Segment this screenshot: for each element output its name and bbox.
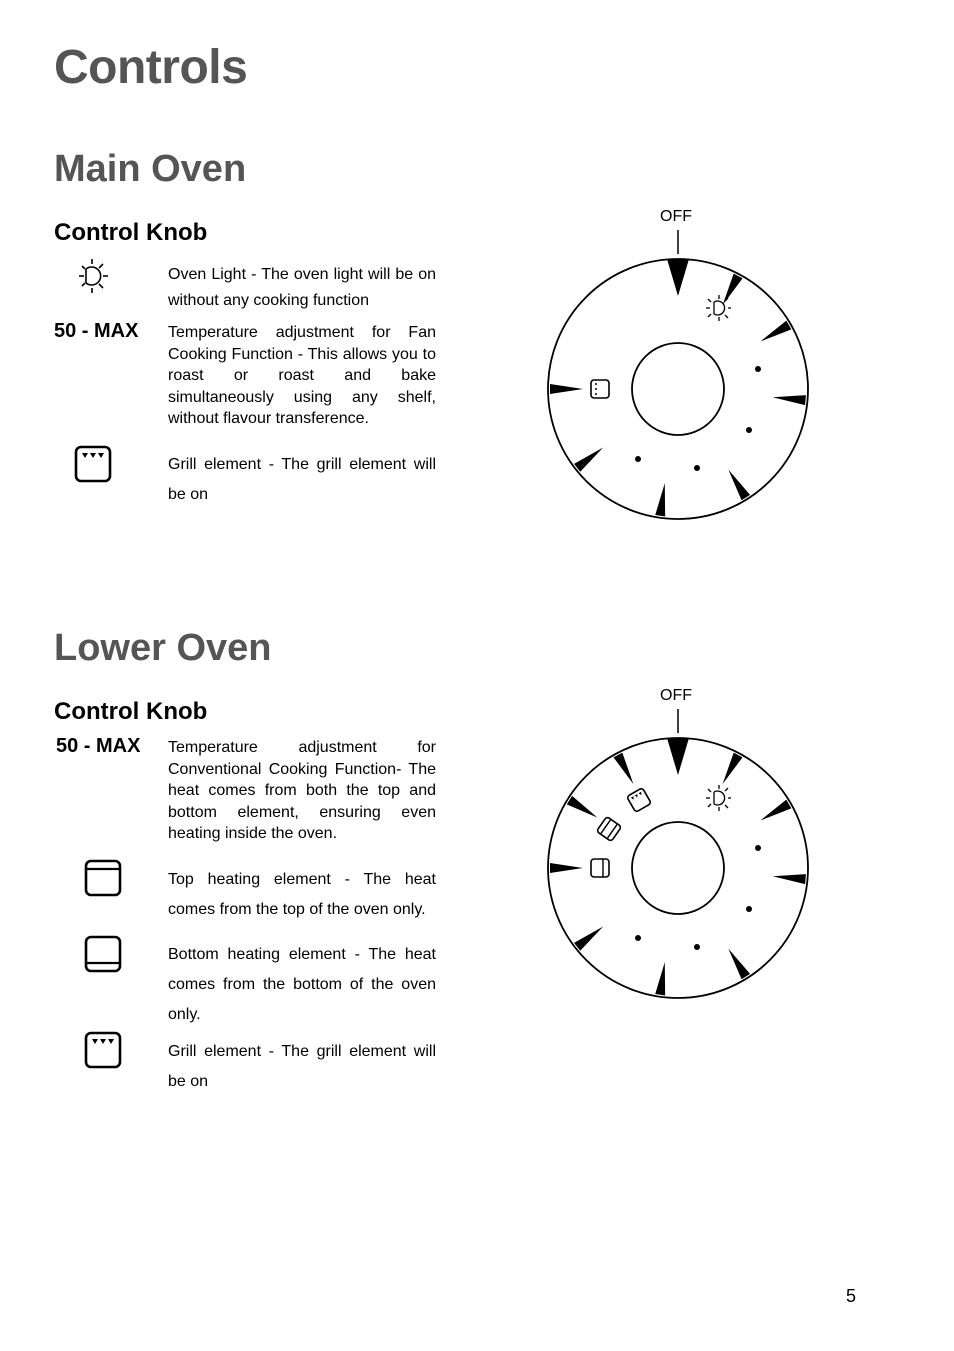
main-oven-control-knob-heading: Control Knob (54, 219, 208, 246)
grill-element-icon (82, 1030, 132, 1070)
lower-oven-grill-description: Grill element - The grill element will be on (168, 1043, 436, 1090)
main-dial-off-label: OFF (660, 208, 692, 225)
page-number: 5 (846, 1286, 857, 1306)
lower-oven-heading: Lower Oven (54, 627, 272, 669)
dial-fan-cooking-icon (591, 380, 609, 398)
top-heating-element-icon (82, 858, 132, 898)
dial-conventional-cooking-icon (596, 816, 621, 841)
lower-oven-control-knob-heading: Control Knob (54, 698, 208, 725)
lower-oven-top-heating-description: Top heating element - The heat comes from the top of the oven only. (168, 871, 436, 918)
main-oven-heading: Main Oven (54, 148, 247, 190)
dial-top-heating-element-icon (591, 859, 609, 877)
lower-oven-bottom-heating-description: Bottom heating element - The heat comes from the bottom of the oven only. (168, 946, 436, 1023)
lower-dial-off-label: OFF (660, 687, 692, 704)
grill-element-icon (72, 444, 122, 484)
page-title: Controls (54, 41, 248, 94)
main-oven-control-knob-dial (540, 200, 820, 530)
main-oven-light-description: Oven Light - The oven light will be on without any cooking function (168, 266, 436, 309)
dial-oven-light-icon (706, 295, 731, 321)
bottom-heating-element-icon (82, 934, 132, 974)
lower-oven-control-knob-dial (540, 679, 820, 1009)
main-oven-grill-description: Grill element - The grill element will be on (168, 456, 436, 503)
lower-oven-temp-range-label: 50 - MAX (56, 735, 141, 757)
oven-light-icon (68, 257, 118, 297)
dial-grill-element-icon (627, 788, 652, 813)
dial-oven-light-icon (706, 785, 731, 811)
lower-oven-conventional-description: Temperature adjustment for Conventional Cooking Function- The heat comes from both the top and bottom element, ensuring even heating inside the oven. (168, 739, 436, 842)
main-oven-fan-cooking-description: Temperature adjustment for Fan Cooking Function - This allows you to roast or roast and bake simultaneously using any shelf, without flavour transference. (168, 324, 436, 427)
main-oven-temp-range-label: 50 - MAX (54, 320, 139, 342)
